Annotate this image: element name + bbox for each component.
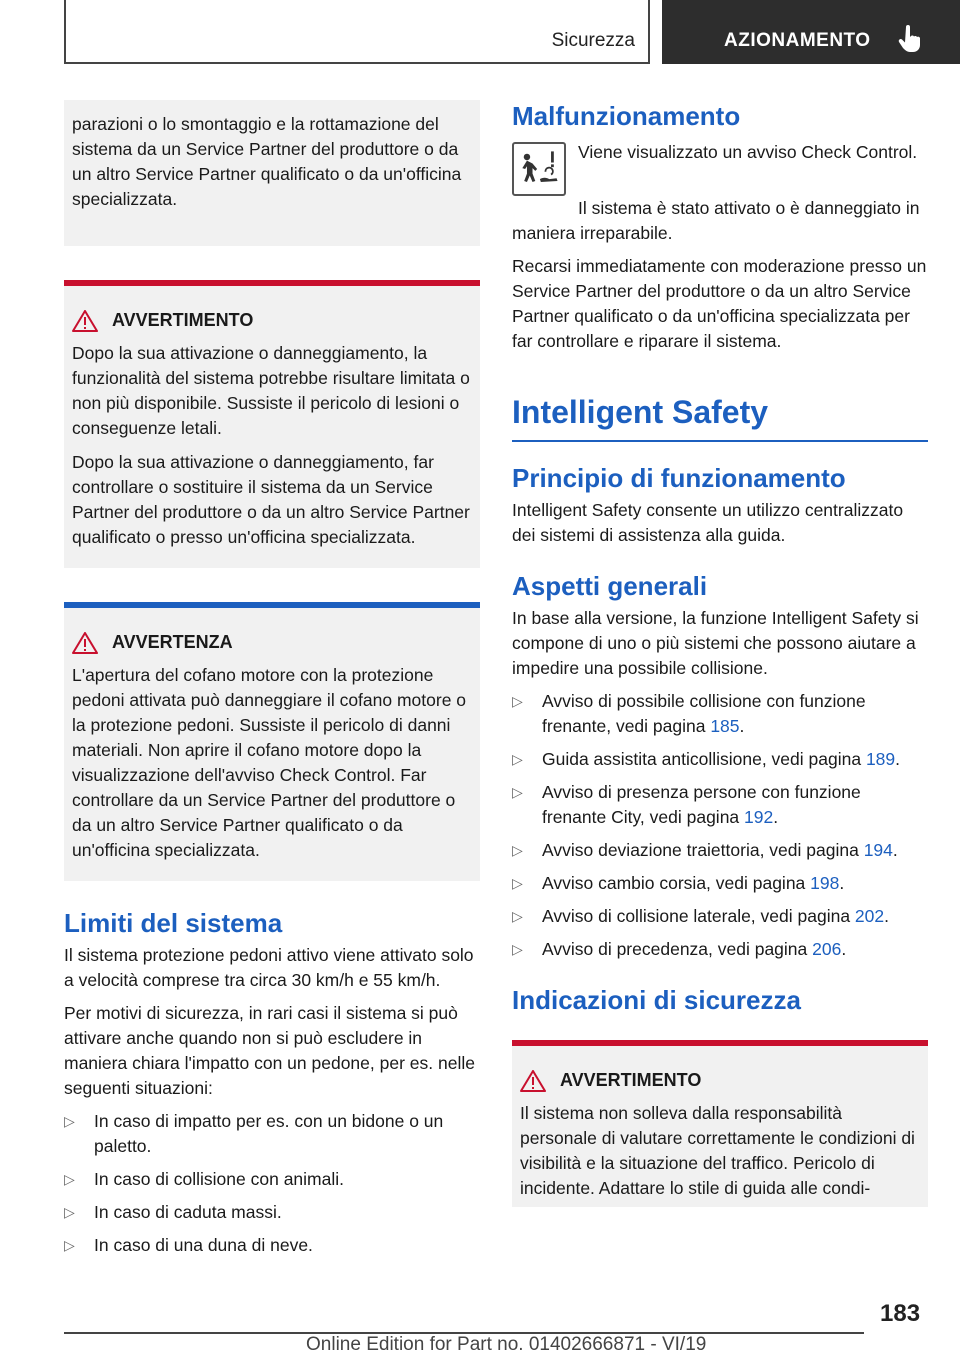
- list-item: ▷ In caso di impatto per es. con un bidone o un paletto.: [64, 1111, 444, 1156]
- list-item: ▷ Avviso di possibile collisione con funzione frenante, vedi pagina 185.: [512, 691, 866, 736]
- bullet-triangle-icon: ▷: [512, 875, 523, 891]
- left-column: [64, 100, 480, 1266]
- page-reference-link[interactable]: 206: [812, 939, 842, 959]
- intelligent-safety-list: [512, 689, 928, 962]
- header-chapter-tab: [662, 0, 960, 64]
- list-item: ▷ In caso di una duna di neve.: [64, 1233, 480, 1258]
- warning-title-text-1: AVVERTIMENTO: [112, 310, 254, 330]
- notice-title: [72, 630, 472, 655]
- bullet-triangle-icon: ▷: [64, 1171, 75, 1187]
- warning-1-paragraph-2: Dopo la sua attivazione o danneggiamento, far controllare o sostituire il sistema da un Service Partner del produttore o da un altro Service Partner qualificato o presso un'officina specializzata.: [72, 452, 470, 547]
- warning-triangle-icon: [72, 310, 98, 332]
- malfunction-block: [512, 140, 928, 196]
- warning-1-paragraph-1: Dopo la sua attivazione o danneggiamento, la funzionalità del sistema potrebbe risultare limitata o non più disponibile. Sussiste il pericolo di lesioni o conseguenze letali.: [72, 343, 470, 438]
- safety-warning-title-text: AVVERTIMENTO: [560, 1070, 702, 1090]
- list-item: ▷ Avviso deviazione traiettoria, vedi pagina 194.: [512, 838, 928, 863]
- malfunction-line-2: Il sistema è stato attivato o è danneggiato in maniera irreparabile.: [512, 198, 920, 243]
- safety-heading: Indicazioni di sicurezza: [512, 985, 801, 1015]
- page-reference-link[interactable]: 202: [854, 906, 885, 926]
- bullet-triangle-icon: ▷: [512, 842, 523, 858]
- page-reference-link[interactable]: 185: [710, 716, 740, 736]
- bullet-triangle-icon: ▷: [512, 784, 523, 800]
- page-reference-link[interactable]: 198: [810, 873, 840, 893]
- warning-box-1: [64, 280, 480, 568]
- bullet-triangle-icon: ▷: [512, 693, 523, 709]
- page-reference-link[interactable]: 192: [744, 807, 774, 827]
- bullet-triangle-icon: ▷: [64, 1113, 75, 1129]
- page-reference-link[interactable]: 194: [863, 840, 893, 860]
- list-item: ▷ In caso di collisione con animali.: [64, 1167, 480, 1192]
- header-right-rule: [648, 0, 650, 64]
- principle-heading: Principio di funzionamento: [512, 463, 846, 493]
- intelligent-safety-heading: Intelligent Safety: [512, 392, 928, 442]
- warning-triangle-icon: [72, 632, 98, 654]
- page-reference-link[interactable]: 189: [865, 749, 896, 769]
- malfunction-heading: Malfunzionamento: [512, 101, 741, 131]
- header-left-rule: [64, 0, 66, 64]
- malfunction-paragraph-2: Recarsi immediatamente con moderazione presso un Service Partner del produttore o da un altro Service Partner qualificato o da un'officina specializzata per far controllare e riparare il sistema.: [512, 256, 927, 351]
- notice-box: [64, 602, 480, 881]
- list-item: ▷ Avviso cambio corsia, vedi pagina 198.: [512, 871, 928, 896]
- warning-triangle-icon: [520, 1070, 546, 1092]
- safety-warning-title: [520, 1068, 920, 1093]
- list-item: ▷ Guida assistita anticollisione, vedi pagina 189.: [512, 747, 928, 772]
- header-bottom-rule: [64, 62, 650, 64]
- general-heading: Aspetti generali: [512, 571, 708, 601]
- header-chapter-label: AZIONAMENTO: [724, 30, 871, 51]
- bullet-triangle-icon: ▷: [64, 1237, 75, 1253]
- footer-edition: Online Edition for Part no. 01402666871 - VI/19: [306, 1334, 707, 1355]
- notice-paragraph: L'apertura del cofano motore con la protezione pedoni attivata può danneggiare il cofano motore o la protezione pedoni. Sussiste il pericolo di danni materiali. Non aprire il cofano motore dopo la visualizzazione dell'avviso Check Control. Far controllare da un Service Partner del produttore o da un altro Service Partner qualificato o da un'officina specializzata.: [72, 665, 467, 860]
- right-column: [512, 100, 928, 1207]
- intro-text: parazioni o lo smontaggio e la rottamazione del sistema da un Service Partner del produttore o da un altro Service Partner qualificato o da un'officina specializzata.: [72, 114, 462, 209]
- list-item: ▷ Avviso di presenza persone con funzione frenante City, vedi pagina 192.: [512, 782, 861, 827]
- intro-box: [64, 100, 480, 246]
- bullet-triangle-icon: ▷: [512, 941, 523, 957]
- list-item: ▷ In caso di caduta massi.: [64, 1200, 480, 1225]
- limits-heading: Limiti del sistema: [64, 908, 283, 938]
- limits-paragraph-2: Per motivi di sicurezza, in rari casi il sistema si può attivare anche quando non si può escludere in maniera chiara l'impatto con un pedone, per es. nelle seguenti situazioni:: [64, 1003, 475, 1098]
- principle-text: Intelligent Safety consente un utilizzo centralizzato dei sistemi di assistenza alla guida.: [512, 500, 904, 545]
- pedestrian-protection-warning-icon: [512, 142, 566, 196]
- bullet-triangle-icon: ▷: [512, 751, 523, 767]
- safety-warning-text: Il sistema non solleva dalla responsabilità personale di valutare correttamente le condizioni di visibilità e la situazione del traffico. Pericolo di incidente. Adattare lo stile di guida alle condi-: [520, 1103, 915, 1198]
- list-item: ▷ Avviso di precedenza, vedi pagina 206.: [512, 937, 928, 962]
- page-number: 183: [880, 1300, 921, 1327]
- warning-title-1: [72, 308, 472, 333]
- limits-list: [64, 1109, 480, 1258]
- bullet-triangle-icon: ▷: [64, 1204, 75, 1220]
- notice-title-text: AVVERTENZA: [112, 632, 233, 652]
- general-text: In base alla versione, la funzione Intelligent Safety si compone di uno o più sistemi che possono aiutare a impedire una possibile collisione.: [512, 608, 919, 678]
- header-section-label: Sicurezza: [551, 30, 635, 51]
- malfunction-line-1: Viene visualizzato un avviso Check Control.: [578, 142, 918, 162]
- safety-warning-box: [512, 1040, 928, 1207]
- bullet-triangle-icon: ▷: [512, 908, 523, 924]
- limits-paragraph-1: Il sistema protezione pedoni attivo viene attivato solo a velocità comprese tra circa 30 km/h e 55 km/h.: [64, 945, 474, 990]
- hand-pointer-icon: [898, 24, 922, 54]
- list-item: ▷ Avviso di collisione laterale, vedi pagina 202.: [512, 904, 928, 929]
